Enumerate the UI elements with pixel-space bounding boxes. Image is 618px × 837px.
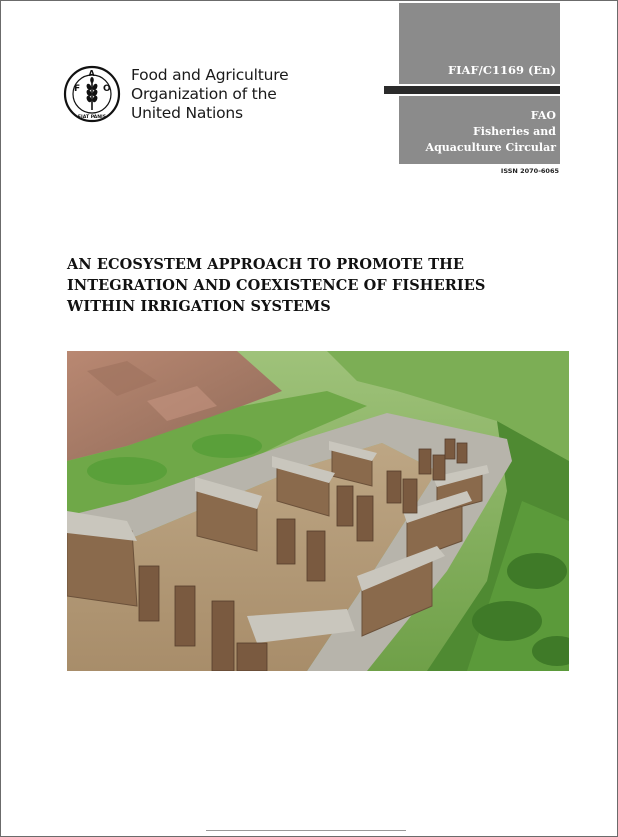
organization-name — [131, 66, 288, 123]
series-name-line1: Fisheries and — [473, 125, 556, 138]
org-name-line2: Organization of the — [131, 85, 277, 103]
title-line3: WITHIN IRRIGATION SYSTEMS — [67, 298, 331, 315]
logo-letter-f: F — [74, 84, 81, 94]
issn-number: ISSN 2070-6065 — [500, 167, 559, 175]
footer-rule — [206, 830, 406, 831]
series-code: FIAF/C1169 (En) — [447, 63, 556, 77]
logo-motto: FIAT PANIS — [77, 115, 107, 120]
cover-photo-fishway — [67, 351, 569, 671]
org-name-line3: United Nations — [131, 104, 243, 122]
series-name-line2: Aquaculture Circular — [425, 141, 556, 154]
logo-letter-o: O — [103, 84, 111, 94]
org-name-line1: Food and Agriculture — [131, 66, 289, 84]
series-divider-bar — [384, 86, 560, 94]
document-title — [67, 254, 567, 317]
fao-emblem-icon — [63, 65, 121, 123]
series-publisher: FAO — [530, 109, 556, 122]
title-line1: AN ECOSYSTEM APPROACH TO PROMOTE THE — [67, 256, 465, 273]
logo-letter-a: A — [88, 69, 95, 78]
title-line2: INTEGRATION AND COEXISTENCE OF FISHERIES — [67, 277, 486, 294]
series-name — [399, 108, 556, 156]
